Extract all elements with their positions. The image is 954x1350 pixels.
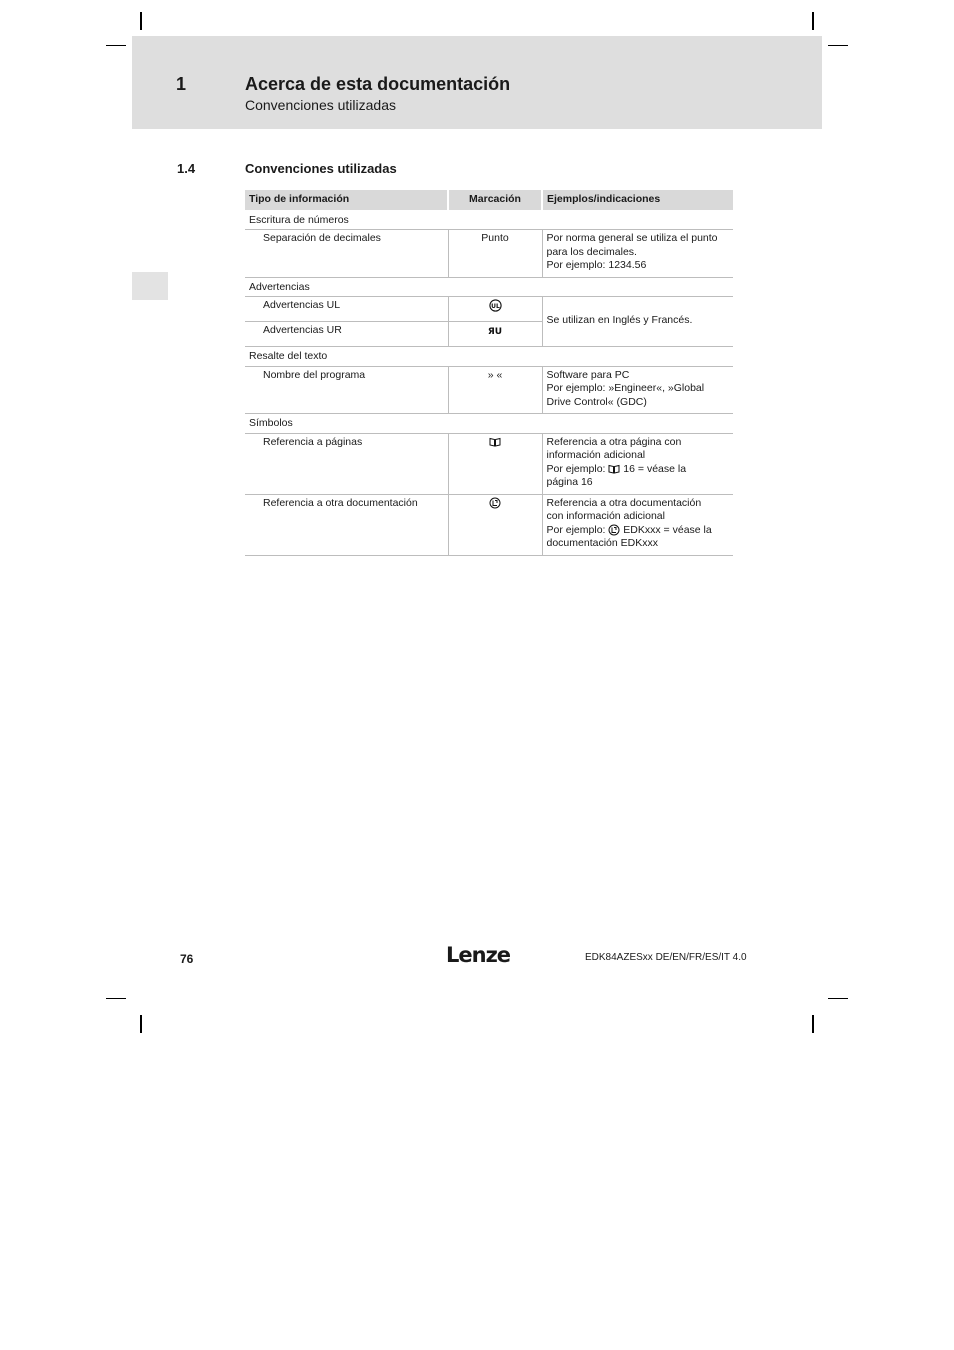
- chapter-number: 1: [176, 74, 187, 94]
- row-mark: [448, 433, 542, 494]
- section-number: 1.4: [177, 161, 196, 176]
- svg-text:ЯU: ЯU: [488, 327, 502, 337]
- group-numbers: Escritura de números: [245, 210, 733, 230]
- row-mark: [448, 297, 542, 322]
- group-warnings: Advertencias: [245, 277, 733, 297]
- row-type: Separación de decimales: [245, 230, 448, 278]
- document-id: EDK84AZESxx DE/EN/FR/ES/IT 4.0: [585, 952, 747, 963]
- row-example: Referencia a otra página con información adicional Por ejemplo: 16 = véase la página 16: [542, 433, 733, 494]
- book-icon: [608, 464, 620, 474]
- crop-mark: [828, 45, 848, 46]
- crop-mark: [828, 998, 848, 999]
- conventions-table: [245, 190, 733, 556]
- group-row: [245, 414, 733, 434]
- crop-mark: [106, 998, 126, 999]
- row-type: Advertencias UR: [245, 322, 448, 347]
- header-type: Tipo de información: [245, 190, 448, 210]
- table-row: [245, 433, 733, 494]
- group-row: [245, 277, 733, 297]
- crop-mark: [812, 12, 814, 30]
- side-tab-marker: [132, 272, 168, 300]
- row-mark: » «: [448, 366, 542, 414]
- group-row: [245, 347, 733, 367]
- table-row: [245, 297, 733, 322]
- section-title: Convenciones utilizadas: [245, 161, 397, 176]
- group-symbols: Símbolos: [245, 414, 733, 434]
- page-number: 76: [180, 952, 194, 966]
- group-row: [245, 210, 733, 230]
- crop-mark: [140, 1015, 142, 1033]
- table-row: [245, 494, 733, 555]
- document-reference-icon: [608, 524, 620, 536]
- row-mark: [448, 494, 542, 555]
- lenze-logo: Lenze: [446, 943, 511, 967]
- row-type: Referencia a páginas: [245, 433, 448, 494]
- book-icon: [489, 437, 501, 447]
- table-row: [245, 366, 733, 414]
- warnings-example: Se utilizan en Inglés y Francés.: [542, 297, 733, 347]
- group-text: Resalte del texto: [245, 347, 733, 367]
- header-mark: Marcación: [448, 190, 542, 210]
- table-header-row: [245, 190, 733, 210]
- ur-recognized-icon: [488, 324, 502, 336]
- crop-mark: [140, 12, 142, 30]
- chapter-title: Acerca de esta documentación: [245, 74, 511, 94]
- header-examples: Ejemplos/indicaciones: [542, 190, 733, 210]
- row-example: Por norma general se utiliza el punto para los decimales. Por ejemplo: 1234.56: [542, 230, 733, 278]
- svg-text:UL: UL: [490, 303, 500, 310]
- row-example: Software para PC Por ejemplo: »Engineer«, »Global Drive Control« (GDC): [542, 366, 733, 414]
- ul-listed-icon: [489, 299, 502, 312]
- crop-mark: [812, 1015, 814, 1033]
- table-row: [245, 230, 733, 278]
- row-mark: [448, 322, 542, 347]
- row-mark: Punto: [448, 230, 542, 278]
- chapter-subtitle: Convenciones utilizadas: [245, 97, 396, 113]
- crop-mark: [106, 45, 126, 46]
- row-example: Referencia a otra documentación con información adicional Por ejemplo: EDKxxx = véase la documentación EDKxxx: [542, 494, 733, 555]
- row-type: Advertencias UL: [245, 297, 448, 322]
- document-reference-icon: [489, 497, 501, 509]
- row-type: Referencia a otra documentación: [245, 494, 448, 555]
- row-type: Nombre del programa: [245, 366, 448, 414]
